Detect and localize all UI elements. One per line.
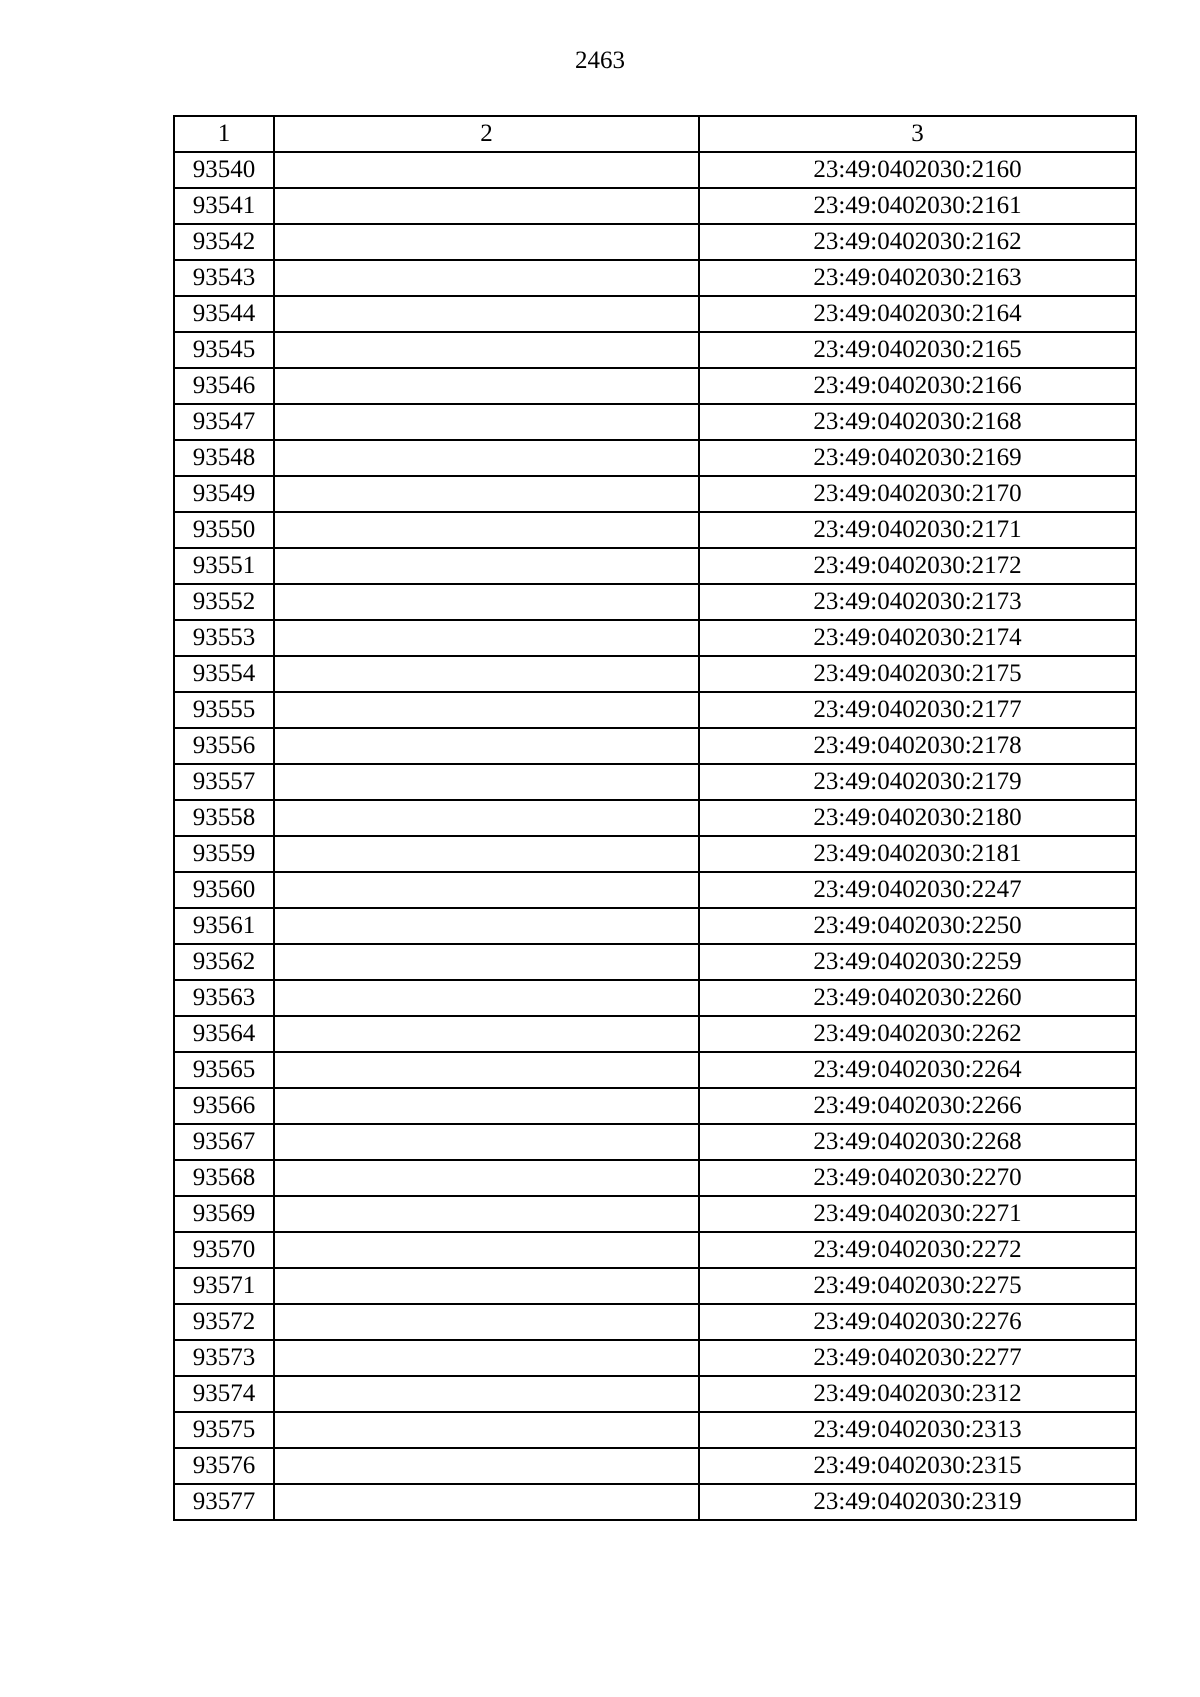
cadastral-number-cell: 23:49:0402030:2247 [699, 872, 1136, 908]
cadastral-number-cell: 23:49:0402030:2259 [699, 944, 1136, 980]
table-row [174, 1304, 1136, 1340]
row-number-cell: 93540 [174, 152, 274, 188]
cadastral-number-cell: 23:49:0402030:2169 [699, 440, 1136, 476]
table-row [174, 224, 1136, 260]
description-cell [274, 296, 699, 332]
description-cell [274, 260, 699, 296]
description-cell [274, 1304, 699, 1340]
cadastral-number-cell: 23:49:0402030:2172 [699, 548, 1136, 584]
table-row [174, 152, 1136, 188]
cadastral-number-cell: 23:49:0402030:2160 [699, 152, 1136, 188]
cadastral-number-cell: 23:49:0402030:2271 [699, 1196, 1136, 1232]
row-number-cell: 93558 [174, 800, 274, 836]
row-number-cell: 93564 [174, 1016, 274, 1052]
row-number-cell: 93545 [174, 332, 274, 368]
header-row [174, 116, 1136, 152]
cadastral-number-cell: 23:49:0402030:2171 [699, 512, 1136, 548]
row-number-cell: 93566 [174, 1088, 274, 1124]
row-number-cell: 93559 [174, 836, 274, 872]
table-row [174, 692, 1136, 728]
description-cell [274, 548, 699, 584]
table-header [174, 116, 1136, 152]
description-cell [274, 1448, 699, 1484]
table-row [174, 656, 1136, 692]
table-row [174, 512, 1136, 548]
table-row [174, 980, 1136, 1016]
row-number-cell: 93552 [174, 584, 274, 620]
cadastral-number-cell: 23:49:0402030:2313 [699, 1412, 1136, 1448]
row-number-cell: 93542 [174, 224, 274, 260]
row-number-cell: 93577 [174, 1484, 274, 1520]
cadastral-number-cell: 23:49:0402030:2178 [699, 728, 1136, 764]
column-header-2: 2 [274, 116, 699, 152]
description-cell [274, 1340, 699, 1376]
table-row [174, 404, 1136, 440]
description-cell [274, 764, 699, 800]
cadastral-number-cell: 23:49:0402030:2165 [699, 332, 1136, 368]
table-row [174, 1052, 1136, 1088]
description-cell [274, 188, 699, 224]
row-number-cell: 93555 [174, 692, 274, 728]
table-row [174, 800, 1136, 836]
row-number-cell: 93544 [174, 296, 274, 332]
row-number-cell: 93553 [174, 620, 274, 656]
table-row [174, 1448, 1136, 1484]
table-row [174, 1232, 1136, 1268]
table-row [174, 440, 1136, 476]
table-row [174, 1376, 1136, 1412]
table-row [174, 764, 1136, 800]
table-row [174, 908, 1136, 944]
table-row [174, 1124, 1136, 1160]
table-row [174, 476, 1136, 512]
description-cell [274, 1160, 699, 1196]
cadastral-number-cell: 23:49:0402030:2162 [699, 224, 1136, 260]
description-cell [274, 1088, 699, 1124]
cadastral-number-cell: 23:49:0402030:2276 [699, 1304, 1136, 1340]
description-cell [274, 872, 699, 908]
table-row [174, 368, 1136, 404]
page-number: 2463 [575, 47, 625, 74]
table-row [174, 188, 1136, 224]
description-cell [274, 656, 699, 692]
cadastral-number-cell: 23:49:0402030:2179 [699, 764, 1136, 800]
cadastral-number-cell: 23:49:0402030:2175 [699, 656, 1136, 692]
table-row [174, 548, 1136, 584]
row-number-cell: 93575 [174, 1412, 274, 1448]
table-row [174, 728, 1136, 764]
description-cell [274, 908, 699, 944]
cadastral-number-cell: 23:49:0402030:2315 [699, 1448, 1136, 1484]
description-cell [274, 692, 699, 728]
cadastral-number-cell: 23:49:0402030:2250 [699, 908, 1136, 944]
cadastral-number-cell: 23:49:0402030:2272 [699, 1232, 1136, 1268]
description-cell [274, 944, 699, 980]
row-number-cell: 93569 [174, 1196, 274, 1232]
cadastral-number-cell: 23:49:0402030:2277 [699, 1340, 1136, 1376]
row-number-cell: 93574 [174, 1376, 274, 1412]
cadastral-number-cell: 23:49:0402030:2174 [699, 620, 1136, 656]
table-row [174, 1484, 1136, 1520]
description-cell [274, 512, 699, 548]
cadastral-number-cell: 23:49:0402030:2168 [699, 404, 1136, 440]
table-row [174, 584, 1136, 620]
row-number-cell: 93561 [174, 908, 274, 944]
table-body [174, 152, 1136, 1520]
table-row [174, 872, 1136, 908]
cadastral-number-cell: 23:49:0402030:2170 [699, 476, 1136, 512]
row-number-cell: 93549 [174, 476, 274, 512]
table-row [174, 1268, 1136, 1304]
description-cell [274, 152, 699, 188]
description-cell [274, 1484, 699, 1520]
table-row [174, 944, 1136, 980]
row-number-cell: 93551 [174, 548, 274, 584]
row-number-cell: 93543 [174, 260, 274, 296]
description-cell [274, 620, 699, 656]
table-row [174, 620, 1136, 656]
description-cell [274, 1016, 699, 1052]
description-cell [274, 980, 699, 1016]
cadastral-number-cell: 23:49:0402030:2181 [699, 836, 1136, 872]
cadastral-number-cell: 23:49:0402030:2164 [699, 296, 1136, 332]
description-cell [274, 1232, 699, 1268]
row-number-cell: 93563 [174, 980, 274, 1016]
description-cell [274, 1412, 699, 1448]
table-row [174, 1088, 1136, 1124]
row-number-cell: 93570 [174, 1232, 274, 1268]
cadastral-number-cell: 23:49:0402030:2264 [699, 1052, 1136, 1088]
row-number-cell: 93546 [174, 368, 274, 404]
description-cell [274, 332, 699, 368]
cadastral-number-cell: 23:49:0402030:2166 [699, 368, 1136, 404]
column-header-1: 1 [174, 116, 274, 152]
row-number-cell: 93568 [174, 1160, 274, 1196]
column-header-3: 3 [699, 116, 1136, 152]
cadastral-number-cell: 23:49:0402030:2266 [699, 1088, 1136, 1124]
cadastral-number-cell: 23:49:0402030:2312 [699, 1376, 1136, 1412]
description-cell [274, 1376, 699, 1412]
cadastral-number-cell: 23:49:0402030:2270 [699, 1160, 1136, 1196]
registry-table [173, 115, 1137, 1521]
description-cell [274, 440, 699, 476]
description-cell [274, 1052, 699, 1088]
row-number-cell: 93567 [174, 1124, 274, 1160]
table-row [174, 1340, 1136, 1376]
cadastral-number-cell: 23:49:0402030:2260 [699, 980, 1136, 1016]
row-number-cell: 93562 [174, 944, 274, 980]
description-cell [274, 224, 699, 260]
row-number-cell: 93557 [174, 764, 274, 800]
description-cell [274, 1196, 699, 1232]
description-cell [274, 368, 699, 404]
description-cell [274, 836, 699, 872]
row-number-cell: 93573 [174, 1340, 274, 1376]
description-cell [274, 1268, 699, 1304]
description-cell [274, 584, 699, 620]
table-row [174, 1160, 1136, 1196]
description-cell [274, 404, 699, 440]
row-number-cell: 93565 [174, 1052, 274, 1088]
cadastral-number-cell: 23:49:0402030:2161 [699, 188, 1136, 224]
table-row [174, 332, 1136, 368]
cadastral-number-cell: 23:49:0402030:2180 [699, 800, 1136, 836]
cadastral-number-cell: 23:49:0402030:2319 [699, 1484, 1136, 1520]
table-row [174, 260, 1136, 296]
row-number-cell: 93554 [174, 656, 274, 692]
cadastral-number-cell: 23:49:0402030:2268 [699, 1124, 1136, 1160]
row-number-cell: 93550 [174, 512, 274, 548]
row-number-cell: 93572 [174, 1304, 274, 1340]
description-cell [274, 800, 699, 836]
cadastral-number-cell: 23:49:0402030:2173 [699, 584, 1136, 620]
table-row [174, 836, 1136, 872]
row-number-cell: 93571 [174, 1268, 274, 1304]
row-number-cell: 93560 [174, 872, 274, 908]
description-cell [274, 1124, 699, 1160]
description-cell [274, 728, 699, 764]
row-number-cell: 93556 [174, 728, 274, 764]
row-number-cell: 93548 [174, 440, 274, 476]
cadastral-number-cell: 23:49:0402030:2275 [699, 1268, 1136, 1304]
row-number-cell: 93541 [174, 188, 274, 224]
table-row [174, 1016, 1136, 1052]
cadastral-number-cell: 23:49:0402030:2262 [699, 1016, 1136, 1052]
table-row [174, 1196, 1136, 1232]
cadastral-number-cell: 23:49:0402030:2177 [699, 692, 1136, 728]
table-row [174, 1412, 1136, 1448]
row-number-cell: 93547 [174, 404, 274, 440]
description-cell [274, 476, 699, 512]
table-row [174, 296, 1136, 332]
row-number-cell: 93576 [174, 1448, 274, 1484]
cadastral-number-cell: 23:49:0402030:2163 [699, 260, 1136, 296]
